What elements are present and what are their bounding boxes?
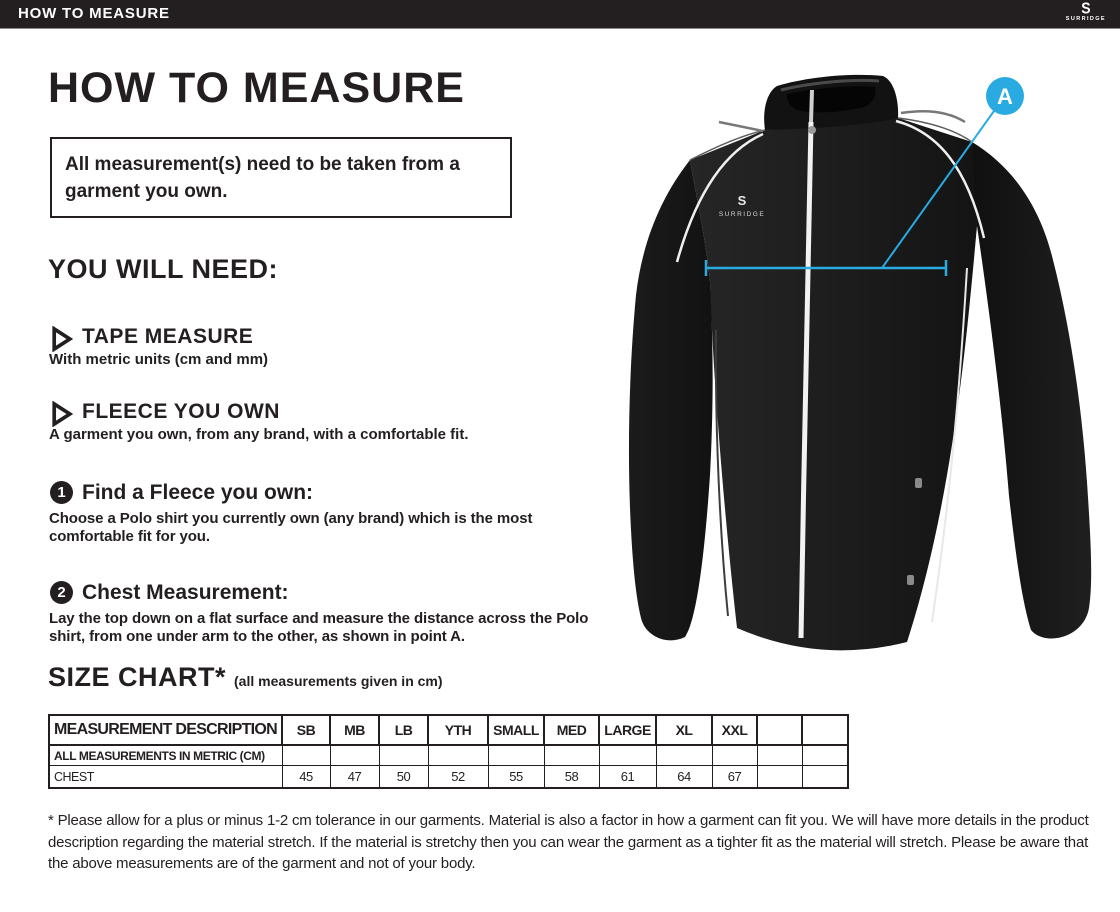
triangle-bullet-icon — [51, 401, 73, 427]
table-cell: 55 — [488, 766, 544, 789]
column-header: SB — [282, 715, 330, 745]
jacket-torso — [690, 118, 977, 650]
surridge-logo — [1066, 1, 1106, 23]
top-bar-title: HOW TO MEASURE — [18, 5, 170, 22]
step-1-heading: Find a Fleece you own: — [82, 481, 314, 504]
table-cell: 61 — [599, 766, 656, 789]
table-row — [49, 745, 848, 766]
measurement-note-box: All measurement(s) need to be taken from a garment you own. — [50, 137, 512, 218]
table-cell: 45 — [282, 766, 330, 789]
pocket-zip-pull — [915, 478, 922, 488]
pocket-zip-pull — [907, 575, 914, 585]
table-cell — [757, 745, 802, 766]
table-cell: 50 — [379, 766, 428, 789]
table-cell — [282, 745, 330, 766]
column-header — [802, 715, 848, 745]
column-header: SMALL — [488, 715, 544, 745]
column-header: MB — [330, 715, 379, 745]
column-header: MED — [544, 715, 599, 745]
point-a-label: A — [997, 84, 1013, 109]
column-header: XL — [656, 715, 712, 745]
step-1-body: Choose a Polo shirt you currently own (any brand) which is the most comfortable fit for you. — [49, 510, 533, 545]
table-cell: 58 — [544, 766, 599, 789]
size-chart-table — [48, 714, 849, 789]
table-cell — [544, 745, 599, 766]
surridge-logo-text: SURRIDGE — [1065, 16, 1106, 22]
table-cell — [712, 745, 757, 766]
column-header: MEASUREMENT DESCRIPTION — [49, 715, 282, 745]
step-2-heading: Chest Measurement: — [82, 581, 289, 604]
top-bar — [0, 0, 1120, 29]
table-cell: 52 — [428, 766, 488, 789]
table-cell — [802, 745, 848, 766]
table-row — [49, 766, 848, 789]
table-cell: 64 — [656, 766, 712, 789]
size-chart-heading — [48, 662, 443, 693]
table-cell — [599, 745, 656, 766]
need-item-tape-measure-label: TAPE MEASURE — [82, 325, 254, 348]
table-cell — [488, 745, 544, 766]
table-cell — [379, 745, 428, 766]
collar-zipper — [811, 90, 812, 122]
row-label: ALL MEASUREMENTS IN METRIC (CM) — [49, 745, 282, 766]
column-header: XXL — [712, 715, 757, 745]
jacket-right-sleeve — [972, 142, 1091, 639]
size-chart-title: SIZE CHART* — [48, 662, 227, 692]
table-cell — [656, 745, 712, 766]
table-cell — [757, 766, 802, 789]
column-header: LARGE — [599, 715, 656, 745]
column-header: YTH — [428, 715, 488, 745]
table-cell — [802, 766, 848, 789]
left-shoulder-piping — [719, 122, 763, 131]
row-label: CHEST — [49, 766, 282, 789]
step-1-number-badge: 1 — [50, 481, 73, 504]
column-header: LB — [379, 715, 428, 745]
surridge-logo-mark-icon: S — [1081, 0, 1091, 18]
need-item-fleece-desc: A garment you own, from any brand, with a comfortable fit. — [49, 426, 469, 443]
need-item-tape-measure-desc: With metric units (cm and mm) — [49, 351, 269, 368]
step-2-body: Lay the top down on a flat surface and measure the distance across the Polo shirt, from one under arm to the other, as shown in point A. — [49, 610, 589, 645]
size-chart-subtitle: (all measurements given in cm) — [234, 673, 443, 689]
step-2-number-badge: 2 — [50, 581, 73, 604]
table-cell: 67 — [712, 766, 757, 789]
table-cell — [428, 745, 488, 766]
garment-logo-text: SURRIDGE — [718, 211, 766, 218]
table-cell — [330, 745, 379, 766]
size-chart-header-row — [49, 715, 848, 745]
need-item-fleece-label: FLEECE YOU OWN — [82, 400, 280, 423]
fleece-jacket-diagram — [615, 30, 1120, 675]
garment-logo-mark-icon: S — [737, 193, 747, 208]
table-cell: 47 — [330, 766, 379, 789]
tolerance-footnote: * Please allow for a plus or minus 1-2 cm tolerance in our garments. Material is also a factor in how a garment can fit you. We will have more details in the product description regarding the material stretch. If the material is stretchy then you can wear the garment as a tighter fit as the material will stretch. Please be aware that the above measurements are of the garment and not of your body. — [48, 812, 1089, 872]
triangle-bullet-icon — [51, 326, 73, 352]
page-title: HOW TO MEASURE — [48, 64, 465, 112]
you-will-need-heading: YOU WILL NEED: — [48, 254, 279, 284]
jacket-left-sleeve — [629, 160, 713, 640]
zipper-pull — [808, 126, 816, 134]
column-header — [757, 715, 802, 745]
